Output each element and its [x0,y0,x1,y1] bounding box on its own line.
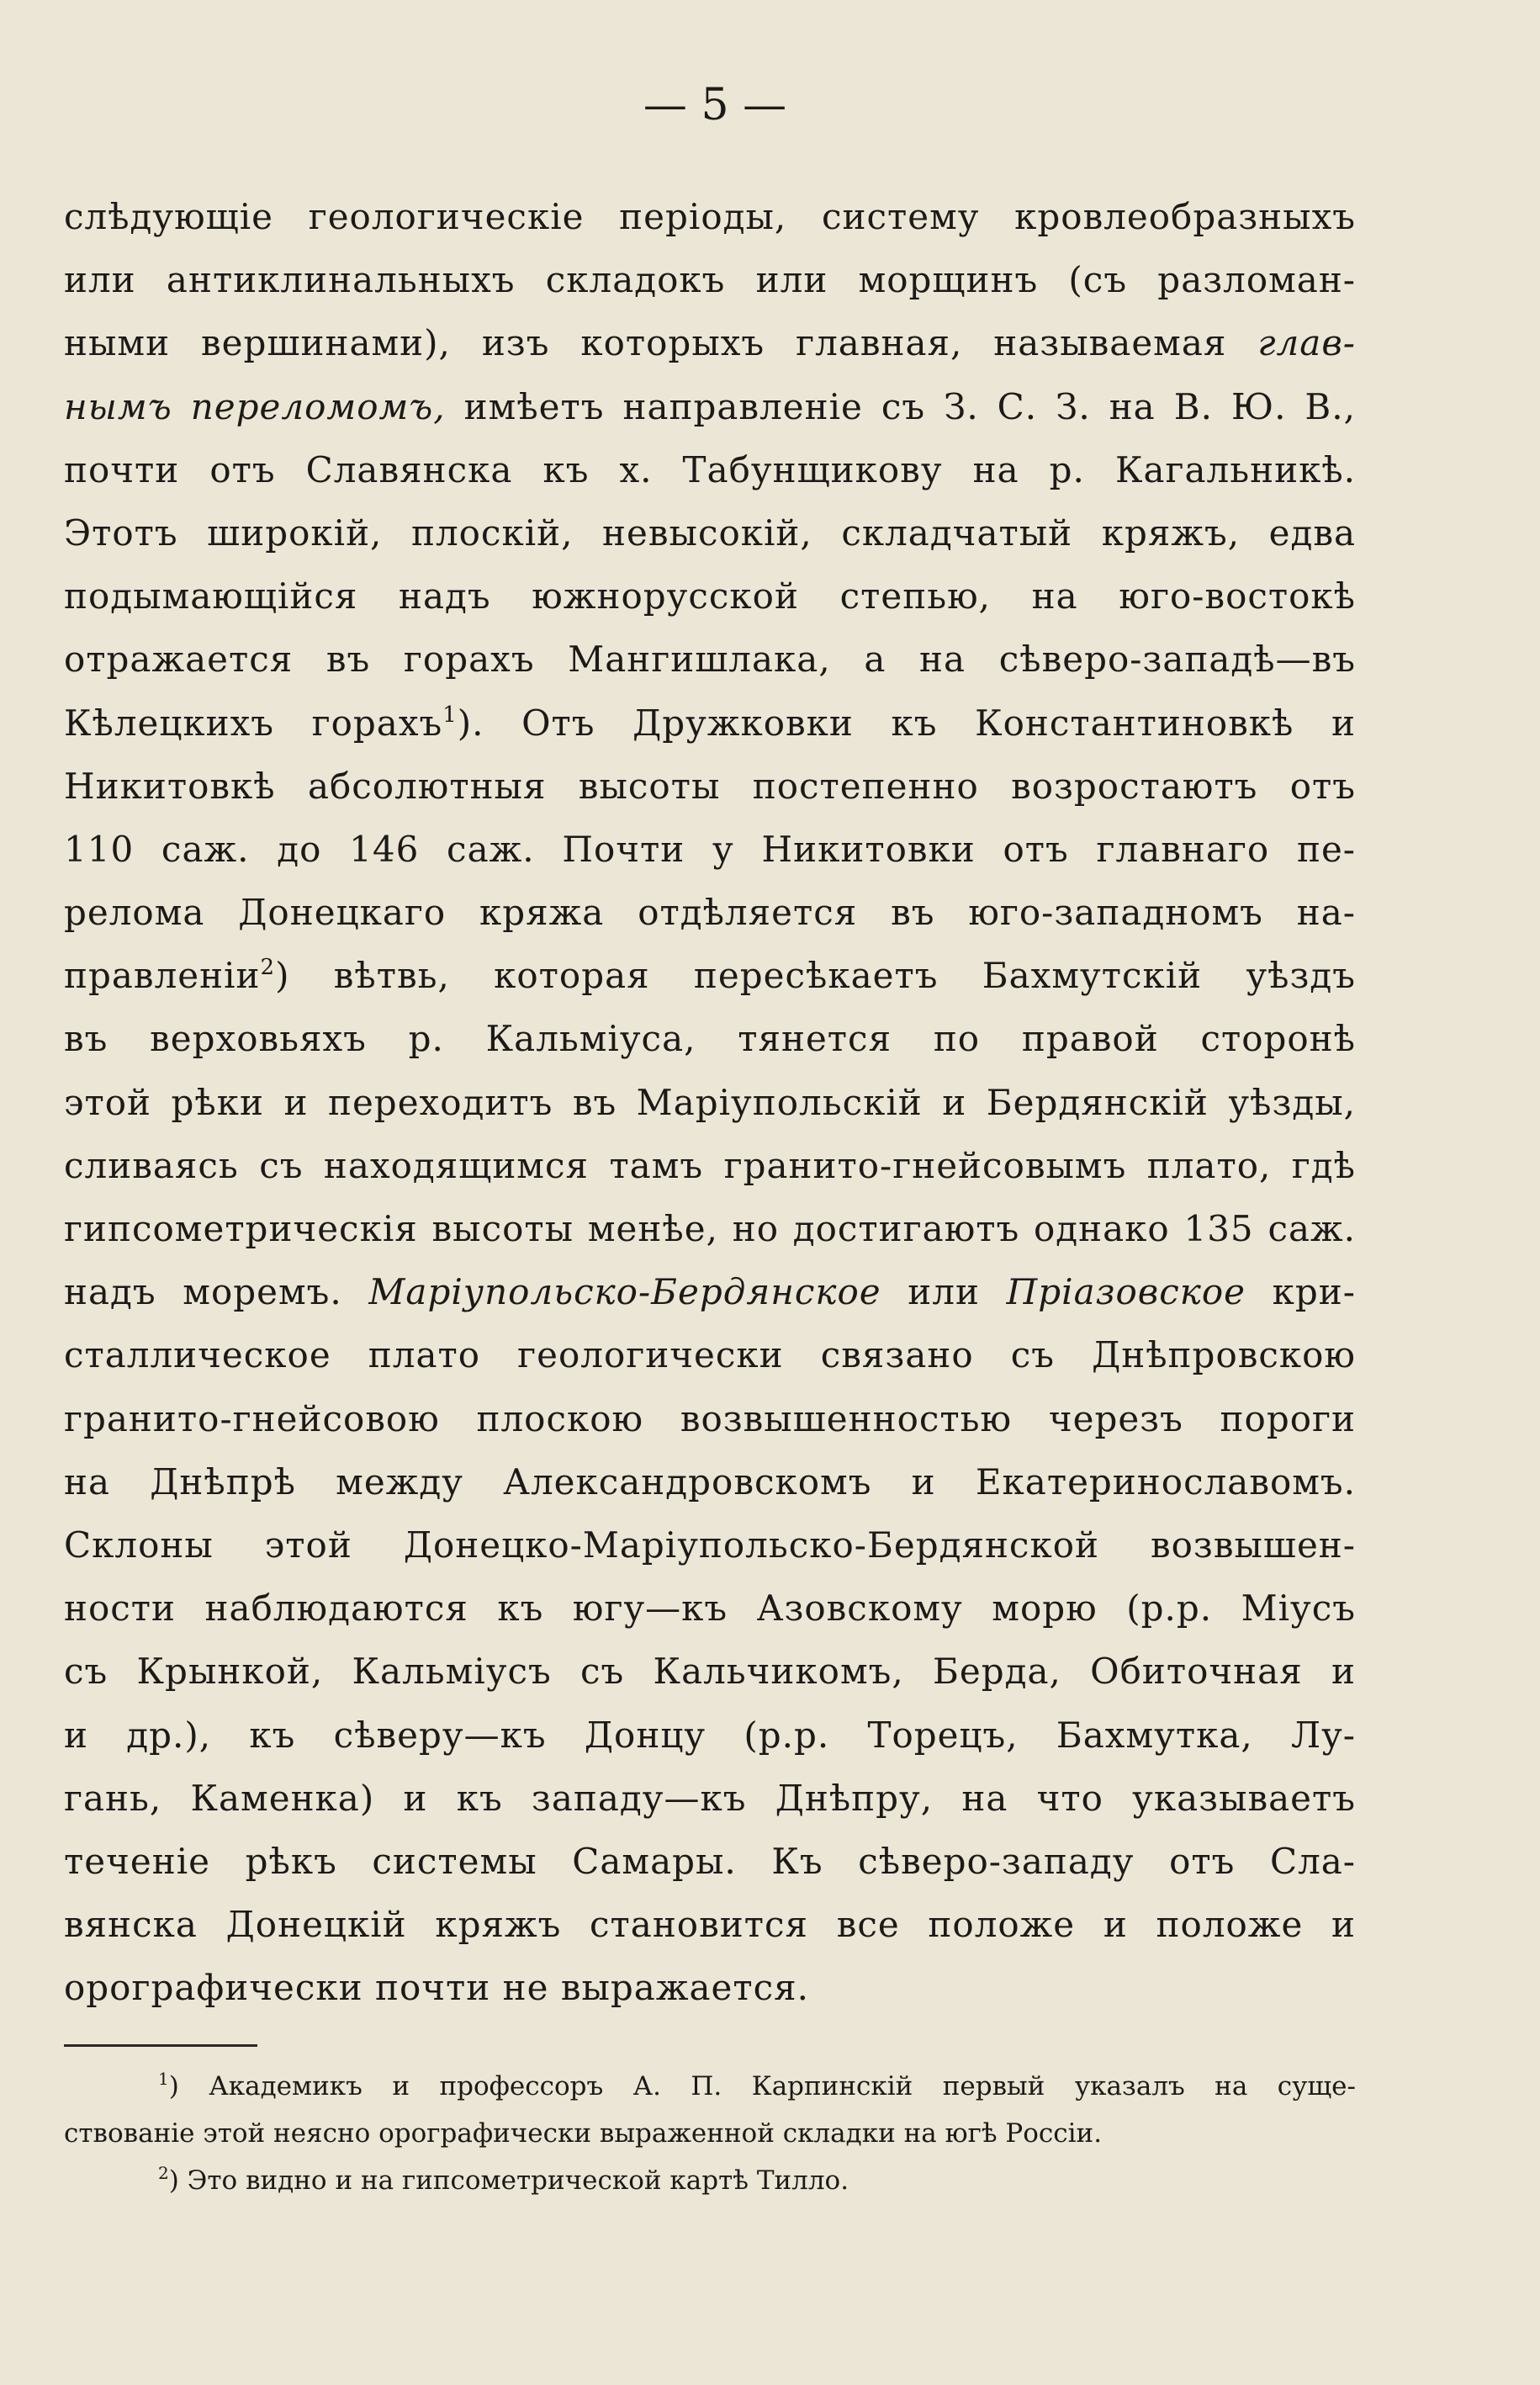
footnotes [64,2063,1356,2204]
text-line: отражается въ горахъ Мангишлака, а на сѣверо-западѣ—въ [64,639,1356,681]
text-run: Кѣлецкихъ горахъ [64,702,443,744]
text-line [64,311,1356,374]
text-line: 110 саж. до 146 саж. Почти у Никитовки отъ главнаго пе- [64,828,1356,870]
text-line [64,1260,1356,1323]
italic-run: нымъ переломомъ, [64,385,446,427]
text-line [64,375,1356,438]
text-run: правленіи [64,955,261,997]
text-line: гипсометрическія высоты менѣе, но достигаютъ однако 135 саж. [64,1208,1356,1249]
text-line: почти отъ Славянска къ х. Табунщикову на р. Кагальникѣ. [64,448,1356,490]
page-number: — 5 — [643,80,787,130]
text-line: въ верховьяхъ р. Кальміуса, тянется по правой сторонѣ [64,1018,1356,1060]
text-run: ными вершинами), изъ которыхъ главная, называемая [64,322,1227,364]
text-run: надъ моремъ. [64,1271,342,1313]
footnote-line: $^1$) Академикъ и профессоръ А. П. Карпинскій первый указалъ на суще- [158,2069,1356,2101]
text-line: подымающійся надъ южнорусской степью, на юго-востокѣ [64,575,1356,617]
text-line: ности наблюдаются къ югу—къ Азовскому морю (р.р. Міусъ [64,1587,1356,1630]
text-line: и др.), къ сѣверу—къ Донцу (р.р. Торецъ, Бахмутка, Лу- [64,1714,1356,1756]
text-line [64,692,1356,755]
text-line: Этотъ широкій, плоскій, невысокій, складчатый кряжъ, едва [64,511,1356,554]
text-line: релома Донецкаго кряжа отдѣляется въ юго-западномъ на- [64,892,1356,934]
italic-run: глав- [1257,322,1356,364]
text-run: или [908,1271,980,1313]
text-run: имѣетъ направленіе съ З. С. З. на В. Ю. В., [463,385,1356,427]
footnote-mark: 2 [158,2163,169,2183]
text-line: Склоны этой Донецко-Маріупольско-Бердянской возвышен- [64,1524,1356,1566]
text-line: орографически почти не выражается. [64,1967,809,2009]
text-line: сталлическое плато геологически связано съ Днѣпровскою [64,1334,1356,1376]
footnote-mark: 2 [260,955,276,981]
text-line: вянска Донецкій кряжъ становится все положе и положе и [64,1904,1356,1946]
footnote-line: ствованіе этой неясно орографически выраженной складки на югѣ Россіи. [64,2118,1103,2149]
text-line: этой рѣки и переходитъ въ Маріупольскій и Бердянскій уѣзды, [64,1081,1356,1123]
text-line: съ Крынкой, Кальміусъ съ Кальчикомъ, Берда, Обиточная и [64,1651,1356,1693]
footnote-mark: 1 [158,2069,169,2089]
text-line: или антиклинальныхъ складокъ или морщинъ (съ разломан- [64,259,1356,301]
body-text [64,185,1356,2019]
italic-run: Пріазовское [1006,1271,1246,1313]
text-line: слѣдующіе геологическіе періоды, систему кровлеобразныхъ [64,196,1356,237]
footnote-line: $^2$) Это видно и на гипсометрической картѣ Тилло. [158,2163,849,2196]
text-line: сливаясь съ находящимся тамъ гранито-гнейсовымъ плато, гдѣ [64,1144,1356,1186]
text-line: теченіе рѣкъ системы Самары. Къ сѣверо-западу отъ Сла- [64,1840,1356,1882]
text-run: ) вѣтвь, которая пересѣкаетъ Бахмутскій уѣздъ [275,955,1356,997]
text-line: на Днѣпрѣ между Александровскомъ и Екатеринославомъ. [64,1460,1356,1503]
text-line: гань, Каменка) и къ западу—къ Днѣпру, на что указываетъ [64,1777,1356,1819]
text-run: кри- [1272,1271,1356,1313]
text-run: ). Отъ Дружковки къ Константиновкѣ и [457,702,1356,744]
text-line [64,944,1356,1007]
text-line: гранито-гнейсовою плоскою возвышенностью черезъ пороги [64,1397,1356,1439]
text-line: Никитовкѣ абсолютныя высоты постепенно возростаютъ отъ [64,765,1356,807]
footnote-mark: 1 [442,702,458,728]
footnote-divider [64,2044,257,2047]
italic-run: Маріупольско-Бердянское [368,1271,881,1313]
